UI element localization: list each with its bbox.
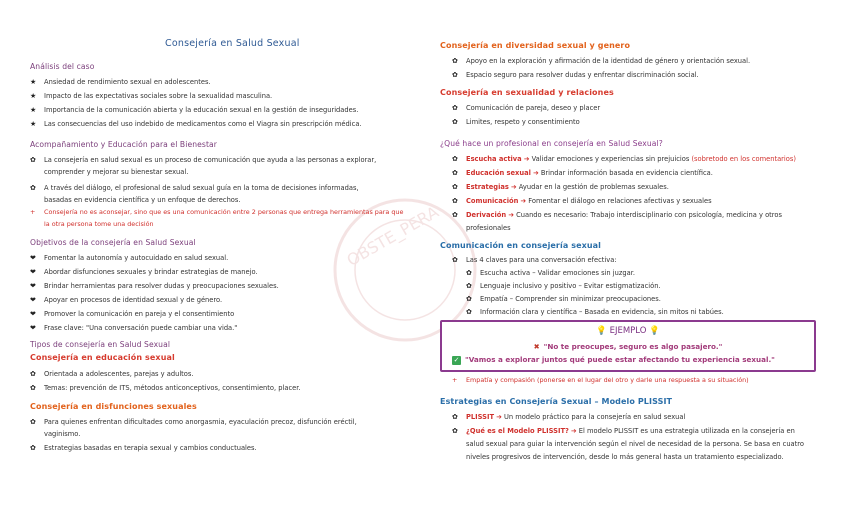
section-profesional: ¿Qué hace un profesional en consejería en Salud Sexual? xyxy=(440,139,663,148)
list-item: ❤ Brindar herramientas para resolver dudas y preocupaciones sexuales. xyxy=(30,280,279,293)
svg-text:OBSTE_PERA: OBSTE_PERA xyxy=(343,202,442,270)
flower-bullet-icon: ✿ xyxy=(452,155,458,163)
list-item: ✿ Apoyo en la exploración y afirmación de la identidad de género y orientación sexual. xyxy=(452,55,750,68)
page-title: Consejería en Salud Sexual xyxy=(165,38,300,49)
flower-bullet-icon: ✿ xyxy=(452,197,458,205)
list-item-cont: profesionales xyxy=(466,224,511,232)
list-item: ✿ Estrategias basadas en terapia sexual y cambios conductuales. xyxy=(30,442,257,455)
flower-bullet-icon: ✿ xyxy=(30,184,36,192)
list-item: ✿ Lenguaje inclusivo y positivo – Evitar estigmatización. xyxy=(466,280,661,293)
list-item-cont: salud sexual para guiar la intervención según el nivel de necesidad de la persona. Se basa en cuatro xyxy=(466,440,804,448)
list-item: ★ Importancia de la comunicación abierta y la educación sexual en la gestión de inseguridades. xyxy=(30,104,358,117)
list-item-cont: basadas en evidencia científica y un enfoque de derechos. xyxy=(44,196,241,204)
note-item: + Empatía y compasión (ponerse en el lugar del otro y darle una respuesta a su situación) xyxy=(452,374,749,387)
flower-bullet-icon: ✿ xyxy=(30,156,36,164)
heart-bullet-icon: ❤ xyxy=(30,296,36,304)
example-box xyxy=(440,320,816,372)
list-item: ✿ Orientada a adolescentes, parejas y adultos. xyxy=(30,368,194,381)
list-item: ✿ Escucha activa – Validar emociones sin juzgar. xyxy=(466,267,635,280)
heart-bullet-icon: ❤ xyxy=(30,254,36,262)
star-bullet-icon: ★ xyxy=(30,120,37,128)
list-item: ❤ Frase clave: "Una conversación puede cambiar una vida." xyxy=(30,322,237,335)
list-item: ✿ PLISSIT ➔ Un modelo práctico para la consejería en salud sexual xyxy=(452,411,685,424)
lightbulb-icon: 💡 xyxy=(649,326,660,336)
section-educacion: Consejería en educación sexual xyxy=(30,353,175,362)
flower-bullet-icon: ✿ xyxy=(452,183,458,191)
flower-bullet-icon: ✿ xyxy=(452,57,458,65)
flower-bullet-icon: ✿ xyxy=(452,118,458,126)
heart-bullet-icon: ❤ xyxy=(30,268,36,276)
list-item-cont: comprender y mejorar su bienestar sexual. xyxy=(44,168,189,176)
example-title: 💡 EJEMPLO 💡 xyxy=(596,326,660,336)
list-item: ✿ ¿Qué es el Modelo PLISSIT? ➔ El modelo PLISSIT es una estrategia utilizada en la consejería en xyxy=(452,425,795,438)
flower-bullet-icon: ✿ xyxy=(466,282,472,290)
section-acompanamiento: Acompañamiento y Educación para el Bienestar xyxy=(30,140,218,149)
section-disfunciones: Consejería en disfunciones sexuales xyxy=(30,402,197,411)
list-item: ✿ Limites, respeto y consentimiento xyxy=(452,116,580,129)
flower-bullet-icon: ✿ xyxy=(452,211,458,219)
list-item: ✿ Comunicación ➔ Fomentar el diálogo en relaciones afectivas y sexuales xyxy=(452,195,712,208)
section-analisis: Análisis del caso xyxy=(30,62,95,71)
check-icon: ✓ xyxy=(453,356,460,364)
list-item: ✿ La consejería en salud sexual es un proceso de comunicación que ayuda a las personas a explorar, xyxy=(30,154,376,167)
list-item: ❤ Promover la comunicación en pareja y el consentimiento xyxy=(30,308,234,321)
list-item: ❤ Abordar disfunciones sexuales y brindar estrategias de manejo. xyxy=(30,266,258,279)
list-item: ✿ Las 4 claves para una conversación efectiva: xyxy=(452,254,617,267)
flower-bullet-icon: ✿ xyxy=(452,104,458,112)
list-item: ✿ Temas: prevención de ITS, métodos anticonceptivos, consentimiento, placer. xyxy=(30,382,301,395)
example-good: ✓ "Vamos a explorar juntos qué puede estar afectando tu experiencia sexual." xyxy=(453,355,775,364)
list-item: ★ Las consecuencias del uso indebido de medicamentos como el Viagra sin prescripción médica. xyxy=(30,118,362,131)
list-item: ✿ Información clara y científica – Basada en evidencia, sin mitos ni tabúes. xyxy=(466,306,724,319)
heart-bullet-icon: ❤ xyxy=(30,282,36,290)
section-comunicacion: Comunicación en consejería sexual xyxy=(440,241,601,250)
list-item: ★ Ansiedad de rendimiento sexual en adolescentes. xyxy=(30,76,211,89)
list-item: ✿ Para quienes enfrentan dificultades como anorgasmia, eyaculación precoz, disfunción eréctil, xyxy=(30,416,357,429)
flower-bullet-icon: ✿ xyxy=(452,256,458,264)
star-bullet-icon: ★ xyxy=(30,106,37,114)
section-objetivos: Objetivos de la consejería en Salud Sexual xyxy=(30,238,196,247)
flower-bullet-icon: ✿ xyxy=(452,427,458,435)
flower-bullet-icon: ✿ xyxy=(452,413,458,421)
flower-bullet-icon: ✿ xyxy=(30,418,36,426)
flower-bullet-icon: ✿ xyxy=(466,308,472,316)
lightbulb-icon: 💡 xyxy=(596,326,607,336)
flower-bullet-icon: ✿ xyxy=(452,71,458,79)
list-item: ✿ Empatía – Comprender sin minimizar preocupaciones. xyxy=(466,293,661,306)
list-item: ❤ Apoyar en procesos de identidad sexual y de género. xyxy=(30,294,222,307)
section-tipos: Tipos de consejería en Salud Sexual xyxy=(30,340,171,349)
list-item: ✿ Estrategias ➔ Ayudar en la gestión de problemas sexuales. xyxy=(452,181,669,194)
section-plissit: Estrategias en Consejería Sexual – Modelo PLISSIT xyxy=(440,397,673,406)
list-item: ✿ Educación sexual ➔ Brindar información basada en evidencia científica. xyxy=(452,167,713,180)
list-item-cont: vaginismo. xyxy=(44,430,81,438)
flower-bullet-icon: ✿ xyxy=(466,295,472,303)
flower-bullet-icon: ✿ xyxy=(452,169,458,177)
flower-bullet-icon: ✿ xyxy=(30,444,36,452)
plus-icon: + xyxy=(452,376,458,384)
heart-bullet-icon: ❤ xyxy=(30,324,36,332)
list-item: ✿ A través del diálogo, el profesional de salud sexual guía en la toma de decisiones informadas, xyxy=(30,182,359,195)
list-item-cont: niveles progresivos de intervención, desde lo más general hasta un tratamiento especializado. xyxy=(466,453,784,461)
flower-bullet-icon: ✿ xyxy=(30,384,36,392)
list-item: ✿ Derivación ➔ Cuando es necesario: Trabajo interdisciplinario con psicología, medicina y otros xyxy=(452,209,782,222)
note-item: + Consejería no es aconsejar, sino que es una comunicación entre 2 personas que entrega herramientas para que xyxy=(30,206,403,219)
section-diversidad: Consejería en diversidad sexual y genero xyxy=(440,41,631,50)
list-item: ✿ Espacio seguro para resolver dudas y enfrentar discriminación social. xyxy=(452,69,699,82)
list-item: ✿ Escucha activa ➔ Validar emociones y experiencias sin prejuicios (sobretodo en los comentarios) xyxy=(452,153,796,166)
star-bullet-icon: ★ xyxy=(30,92,37,100)
note-item-cont: la otra persona tome una decisión xyxy=(44,220,154,228)
heart-bullet-icon: ❤ xyxy=(30,310,36,318)
plus-icon: + xyxy=(30,208,36,216)
section-relaciones: Consejería en sexualidad y relaciones xyxy=(440,88,614,97)
example-bad: ✖ "No te preocupes, seguro es algo pasajero." xyxy=(533,342,723,351)
list-item: ✿ Comunicación de pareja, deseo y placer xyxy=(452,102,600,115)
list-item: ❤ Fomentar la autonomía y autocuidado en salud sexual. xyxy=(30,252,228,265)
star-bullet-icon: ★ xyxy=(30,78,37,86)
list-item: ★ Impacto de las expectativas sociales sobre la sexualidad masculina. xyxy=(30,90,272,103)
flower-bullet-icon: ✿ xyxy=(466,269,472,277)
flower-bullet-icon: ✿ xyxy=(30,370,36,378)
cross-icon: ✖ xyxy=(533,342,540,351)
